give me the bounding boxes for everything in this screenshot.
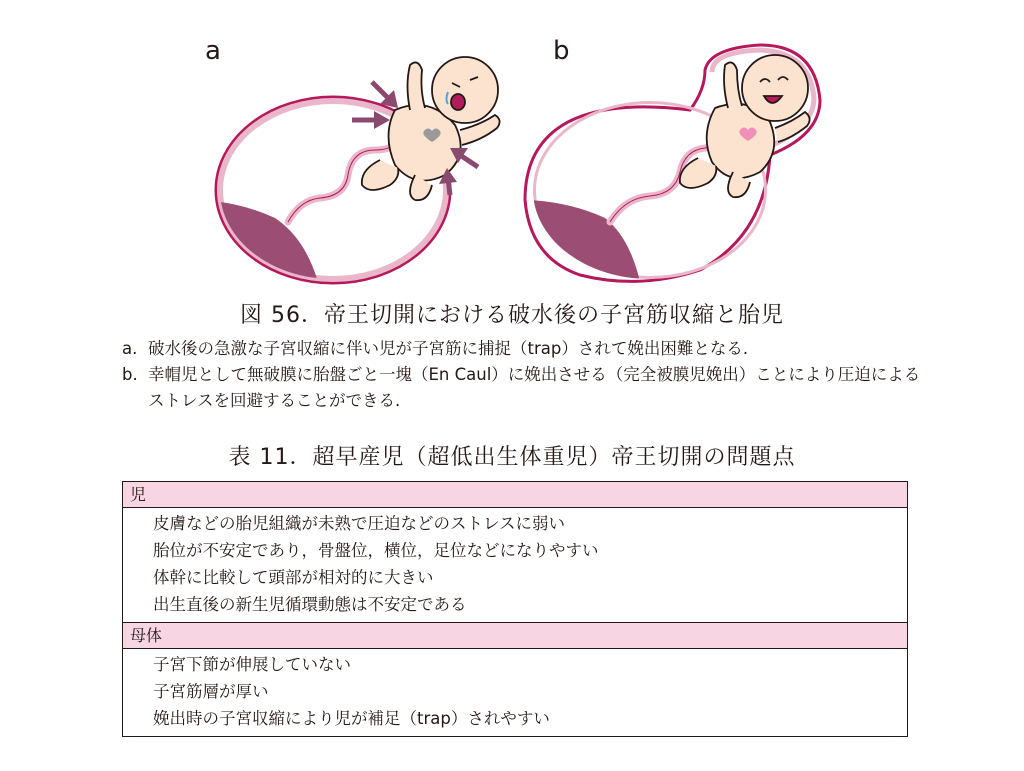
figure-illustration (0, 0, 1024, 300)
list-item: 出生直後の新生児循環動態は不安定である (153, 595, 467, 614)
section-header-mother: 母体 (123, 623, 907, 649)
note-a (122, 336, 922, 362)
note-text-a: 破水後の急激な子宮収縮に伴い児が子宮筋に捕捉（trap）されて娩出困難となる. (148, 339, 749, 358)
list-item: 子宮筋層が厚い (153, 682, 269, 701)
note-key-b: b. (122, 365, 138, 384)
list-item: 体幹に比較して頭部が相対的に大きい (153, 568, 434, 587)
note-text-b: 幸帽児として無破膜に胎盤ごと一塊（En Caul）に娩出させる（完全被膜児娩出）ことにより圧迫によるストレスを回避することができる. (148, 365, 921, 410)
list-item: 子宮下節が伸展していない (153, 655, 351, 674)
figure-notes (122, 336, 922, 414)
table-title: 表 11．超早産児（超低出生体重児）帝王切開の問題点 (228, 445, 796, 470)
section-header-infant: 児 (123, 482, 907, 508)
note-b (122, 362, 922, 414)
list-item: 胎位が不安定であり，骨盤位，横位，足位などになりやすい (153, 541, 599, 560)
list-item: 娩出時の子宮収縮により児が補足（trap）されやすい (153, 709, 550, 728)
problems-table (122, 481, 908, 737)
figure-caption: 図 56．帝王切開における破水後の子宮筋収縮と胎児 (240, 303, 784, 328)
section-body-mother (123, 649, 907, 736)
list-item: 皮膚などの胎児組織が未熟で圧迫などのストレスに弱い (153, 514, 566, 533)
panel-label-b: b (553, 36, 570, 66)
panel-label-a: a (205, 36, 221, 66)
section-body-infant (123, 508, 907, 623)
note-key-a: a. (122, 339, 138, 358)
